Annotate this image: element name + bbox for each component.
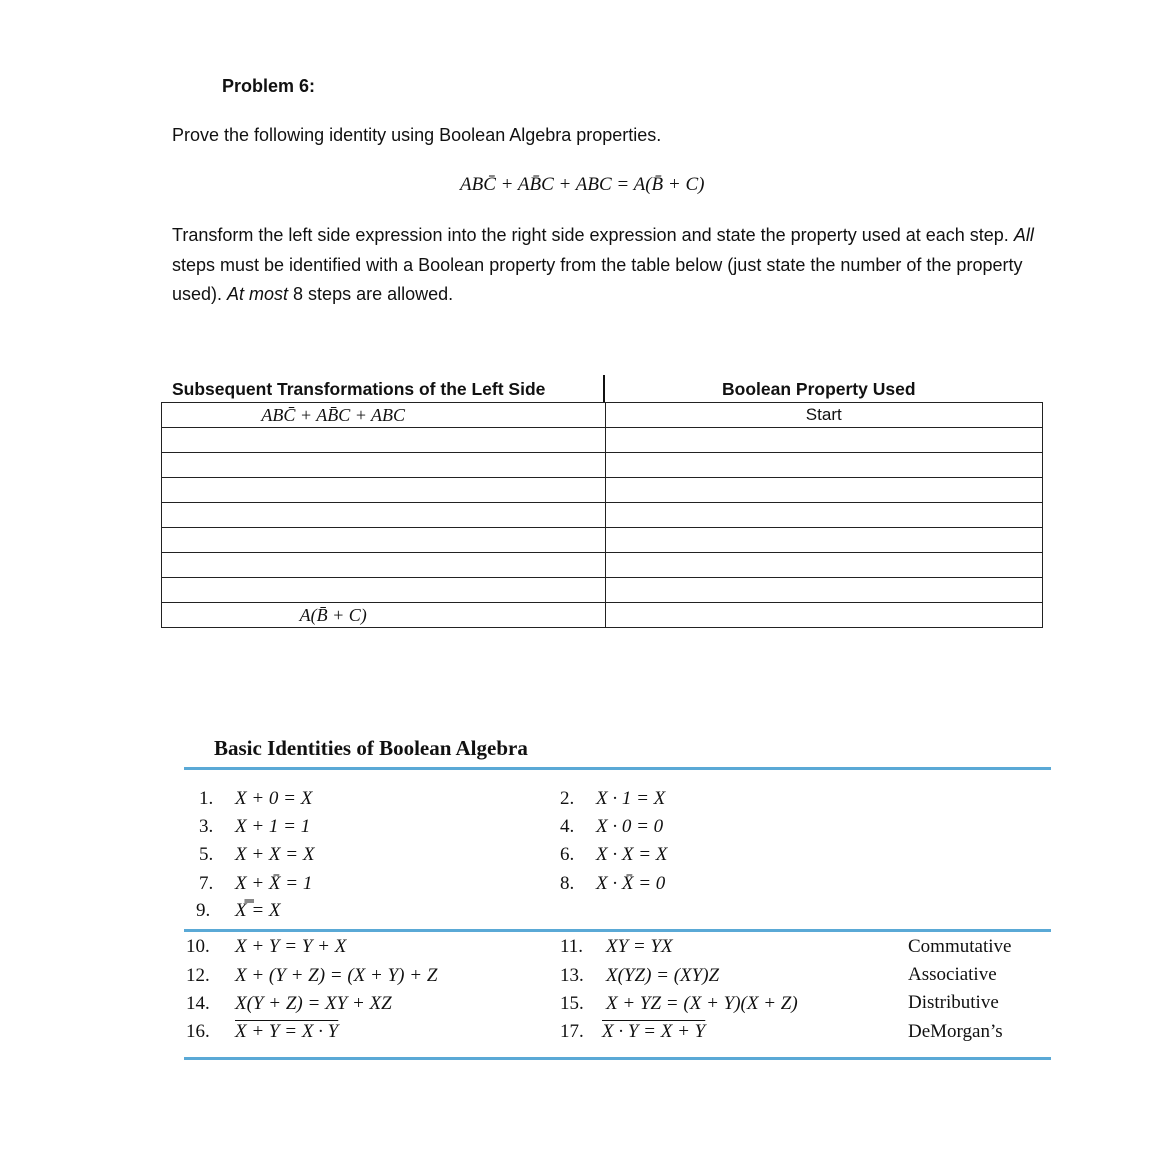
- identity-expression: X + X̄ = 1: [235, 873, 313, 894]
- table-row: [162, 478, 1043, 503]
- step-expression-cell[interactable]: [162, 478, 606, 503]
- identity-number: 4.: [560, 816, 575, 837]
- table-rule-top: [184, 767, 1051, 770]
- table-row: [162, 503, 1043, 528]
- identity-expression: X · X̄ = 0: [596, 873, 666, 894]
- step-property-cell[interactable]: [605, 478, 1043, 503]
- law-expression: X(Y + Z) = XY + XZ: [235, 993, 392, 1014]
- identity-expression: X + 0 = X: [235, 788, 313, 809]
- instructions-emphasis-at-most: At most: [227, 284, 289, 304]
- step-expression-cell[interactable]: [162, 553, 606, 578]
- law-row-associative: [186, 965, 437, 987]
- identities-title: Basic Identities of Boolean Algebra: [214, 736, 528, 760]
- step-property-cell[interactable]: [605, 503, 1043, 528]
- step-property-cell[interactable]: [605, 528, 1043, 553]
- problem-intro: Prove the following identity using Boolean Algebra properties.: [172, 125, 662, 145]
- instructions-part-3: 8 steps are allowed.: [288, 284, 454, 304]
- law-row-commutative: [186, 936, 346, 958]
- transformation-table: [161, 402, 1043, 628]
- law-row-demorgan: [186, 1021, 338, 1043]
- identity-expression: ABC̄ + AB̄C + ABC = A(B̄ + C): [460, 174, 705, 195]
- identity-number: 2.: [560, 788, 575, 809]
- law-name: DeMorgan’s: [908, 1021, 1003, 1042]
- identity-number: 3.: [199, 816, 214, 837]
- law-expression: X · Y = X + Y: [602, 1021, 706, 1042]
- identity-row: [560, 788, 665, 810]
- identity-row: [196, 900, 281, 922]
- identity-number: 5.: [199, 844, 214, 865]
- step-property-cell[interactable]: [605, 553, 1043, 578]
- law-row-commutative-right: [560, 936, 673, 958]
- step-expression-cell[interactable]: [162, 578, 606, 603]
- law-expression: X + Y = Y + X: [235, 936, 347, 957]
- identity-row: [199, 788, 312, 810]
- law-number: 16.: [186, 1021, 210, 1042]
- law-expression: X(YZ) = (XY)Z: [606, 965, 720, 986]
- table-row: [162, 528, 1043, 553]
- start-expression-cell: [162, 403, 606, 428]
- law-number: 11.: [560, 936, 584, 957]
- instructions-part-2: steps must be identified with a Boolean property from the table below (just state the number of the property used).: [172, 254, 1023, 304]
- law-name: Commutative: [908, 936, 1012, 957]
- law-expression: X + Y = X · Y: [235, 1021, 339, 1042]
- final-expression-cell: [162, 603, 606, 628]
- law-number: 13.: [560, 965, 584, 986]
- identity-expression: X + X = X: [235, 844, 315, 865]
- instructions-emphasis-all: All: [1013, 225, 1034, 245]
- law-name: Associative: [908, 964, 997, 985]
- law-row-distributive-right: [560, 993, 798, 1015]
- law-number: 17.: [560, 1021, 584, 1042]
- law-expression: X + YZ = (X + Y)(X + Z): [606, 993, 798, 1014]
- law-number: 10.: [186, 936, 210, 957]
- identity-number: 8.: [560, 873, 575, 894]
- identity-expression: X · 1 = X: [596, 788, 666, 809]
- table-row: [162, 553, 1043, 578]
- law-row-distributive: [186, 993, 392, 1015]
- identity-expression: X̿ = X: [235, 900, 281, 921]
- law-row-associative-right: [560, 965, 719, 987]
- final-expression: A(B̄ + C): [299, 604, 367, 625]
- table-row-start: [162, 403, 1043, 428]
- law-number: 12.: [186, 965, 210, 986]
- step-property-cell[interactable]: [605, 428, 1043, 453]
- header-divider: [603, 375, 605, 403]
- identity-row: [199, 844, 314, 866]
- left-column-header: Subsequent Transformations of the Left Side: [172, 379, 546, 399]
- start-property: Start: [805, 405, 842, 424]
- step-expression-cell[interactable]: [162, 503, 606, 528]
- step-property-cell[interactable]: [605, 578, 1043, 603]
- law-number: 14.: [186, 993, 210, 1014]
- identity-number: 9.: [196, 900, 211, 921]
- identity-row: [199, 873, 312, 895]
- identity-number: 1.: [199, 788, 214, 809]
- table-rule-bottom: [184, 1057, 1051, 1060]
- table-row: [162, 428, 1043, 453]
- table-row: [162, 453, 1043, 478]
- identity-number: 6.: [560, 844, 575, 865]
- law-name: Distributive: [908, 992, 999, 1013]
- instructions: [172, 221, 1042, 310]
- table-row: [162, 578, 1043, 603]
- identity-expression: X · X = X: [596, 844, 668, 865]
- identity-expression: X + 1 = 1: [235, 816, 311, 837]
- table-row-end: [162, 603, 1043, 628]
- instructions-part-1: Transform the left side expression into the right side expression and state the property used at each step.: [172, 225, 1014, 245]
- law-expression: XY = YX: [606, 936, 673, 957]
- law-row-demorgan-right: [560, 1021, 705, 1043]
- step-expression-cell[interactable]: [162, 528, 606, 553]
- identity-row: [560, 816, 663, 838]
- start-expression: ABC̄ + AB̄C + ABC: [261, 404, 406, 425]
- problem-title: Problem 6:: [222, 76, 316, 96]
- identity-expression: X · 0 = 0: [596, 816, 664, 837]
- identity-row: [199, 816, 310, 838]
- step-expression-cell[interactable]: [162, 453, 606, 478]
- right-column-header: Boolean Property Used: [722, 379, 916, 399]
- table-rule-middle: [184, 929, 1051, 932]
- identity-row: [560, 844, 667, 866]
- law-expression: X + (Y + Z) = (X + Y) + Z: [235, 965, 438, 986]
- step-property-cell[interactable]: [605, 453, 1043, 478]
- step-expression-cell[interactable]: [162, 428, 606, 453]
- law-number: 15.: [560, 993, 584, 1014]
- start-property-cell: [605, 403, 1043, 428]
- identity-number: 7.: [199, 873, 214, 894]
- identity-row: [560, 873, 665, 895]
- final-property-cell[interactable]: [605, 603, 1043, 628]
